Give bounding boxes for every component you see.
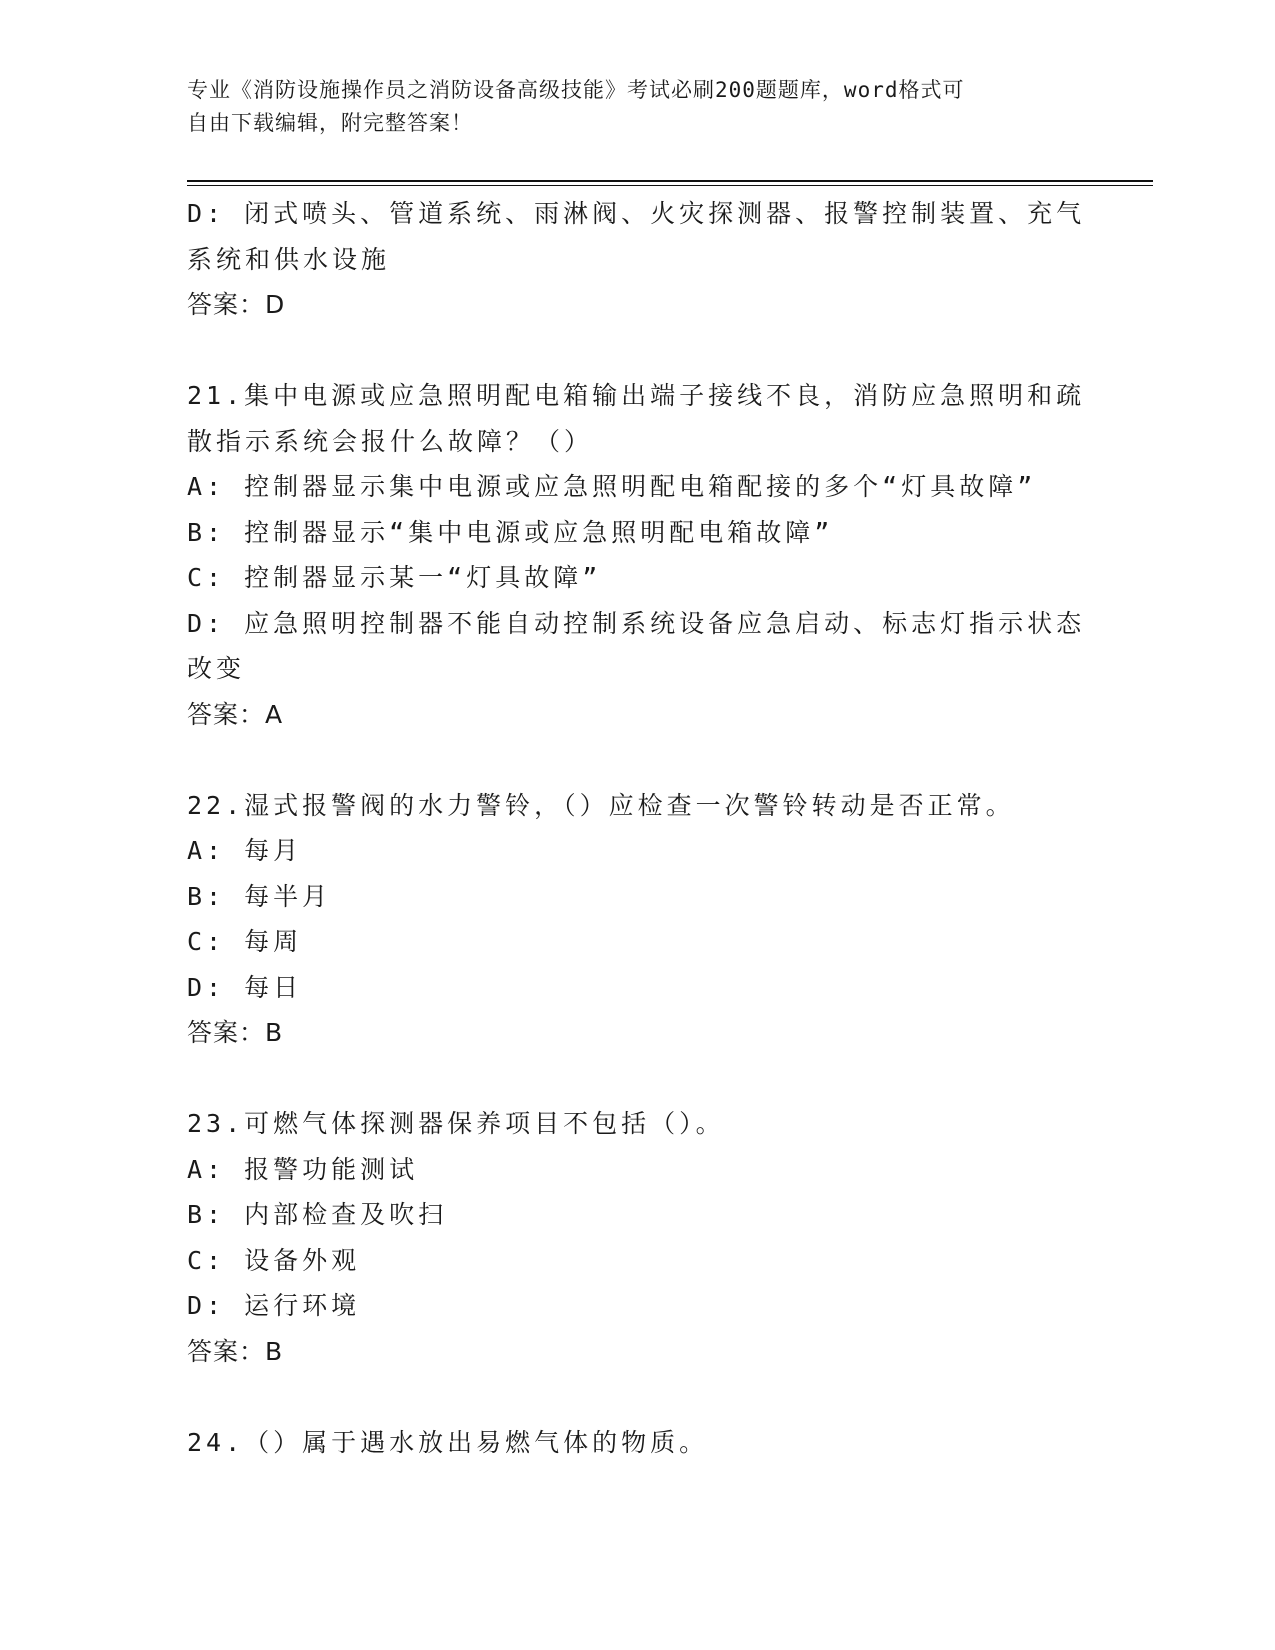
option-b: B: 每半月 — [187, 881, 332, 911]
header-title-line-1: 专业《消防设施操作员之消防设备高级技能》考试必刷200题题库，word格式可 — [187, 78, 965, 102]
question-stem: 23.可燃气体探测器保养项目不包括（）。 — [187, 1109, 725, 1138]
answer: 答案：B — [187, 1018, 284, 1047]
question-20-continued — [187, 191, 1087, 328]
spacer — [187, 1374, 1087, 1420]
answer: 答案：A — [187, 699, 284, 729]
option-d: D: 运行环境 — [187, 1291, 361, 1320]
spacer — [187, 1056, 1087, 1102]
option-d-line-1: D: 闭式喷头、管道系统、雨淋阀、火灾探测器、报警控制装置、充气 — [187, 199, 1086, 228]
option-d-line-2: 系统和供水设施 — [187, 244, 391, 274]
answer: 答案：B — [187, 1336, 284, 1366]
option-b: B: 控制器显示“集中电源或应急照明配电箱故障” — [187, 517, 834, 547]
option-b: B: 内部检查及吹扫 — [187, 1200, 448, 1229]
option-c: C: 设备外观 — [187, 1245, 361, 1275]
header-divider-thin — [187, 185, 1153, 186]
spacer — [187, 328, 1087, 374]
question-22 — [187, 783, 1087, 1056]
question-stem: 24.（）属于遇水放出易燃气体的物质。 — [187, 1427, 709, 1457]
question-23 — [187, 1101, 1087, 1374]
option-c: C: 控制器显示某一“灯具故障” — [187, 563, 602, 592]
option-d-line-1: D: 应急照明控制器不能自动控制系统设备应急启动、标志灯指示状态 — [187, 608, 1086, 638]
question-21 — [187, 373, 1087, 737]
option-c: C: 每周 — [187, 927, 303, 956]
question-stem-line-1: 21.集中电源或应急照明配电箱输出端子接线不良，消防应急照明和疏 — [187, 381, 1086, 410]
option-d-line-2: 改变 — [187, 654, 246, 683]
option-a: A: 每月 — [187, 836, 303, 865]
question-stem: 22.湿式报警阀的水力警铃，（）应检查一次警铃转动是否正常。 — [187, 790, 1015, 820]
option-a: A: 控制器显示集中电源或应急照明配电箱配接的多个“灯具故障” — [187, 472, 1037, 501]
question-stem-line-2: 散指示系统会报什么故障？（） — [187, 426, 594, 456]
spacer — [187, 737, 1087, 783]
header-title-line-2: 自由下载编辑，附完整答案！ — [187, 111, 473, 135]
question-list — [187, 191, 1087, 1465]
header-divider-thick — [187, 180, 1153, 182]
question-24 — [187, 1420, 1087, 1466]
document-header — [187, 74, 1087, 140]
answer: 答案：D — [187, 290, 286, 319]
option-a: A: 报警功能测试 — [187, 1154, 419, 1184]
option-d: D: 每日 — [187, 972, 303, 1002]
